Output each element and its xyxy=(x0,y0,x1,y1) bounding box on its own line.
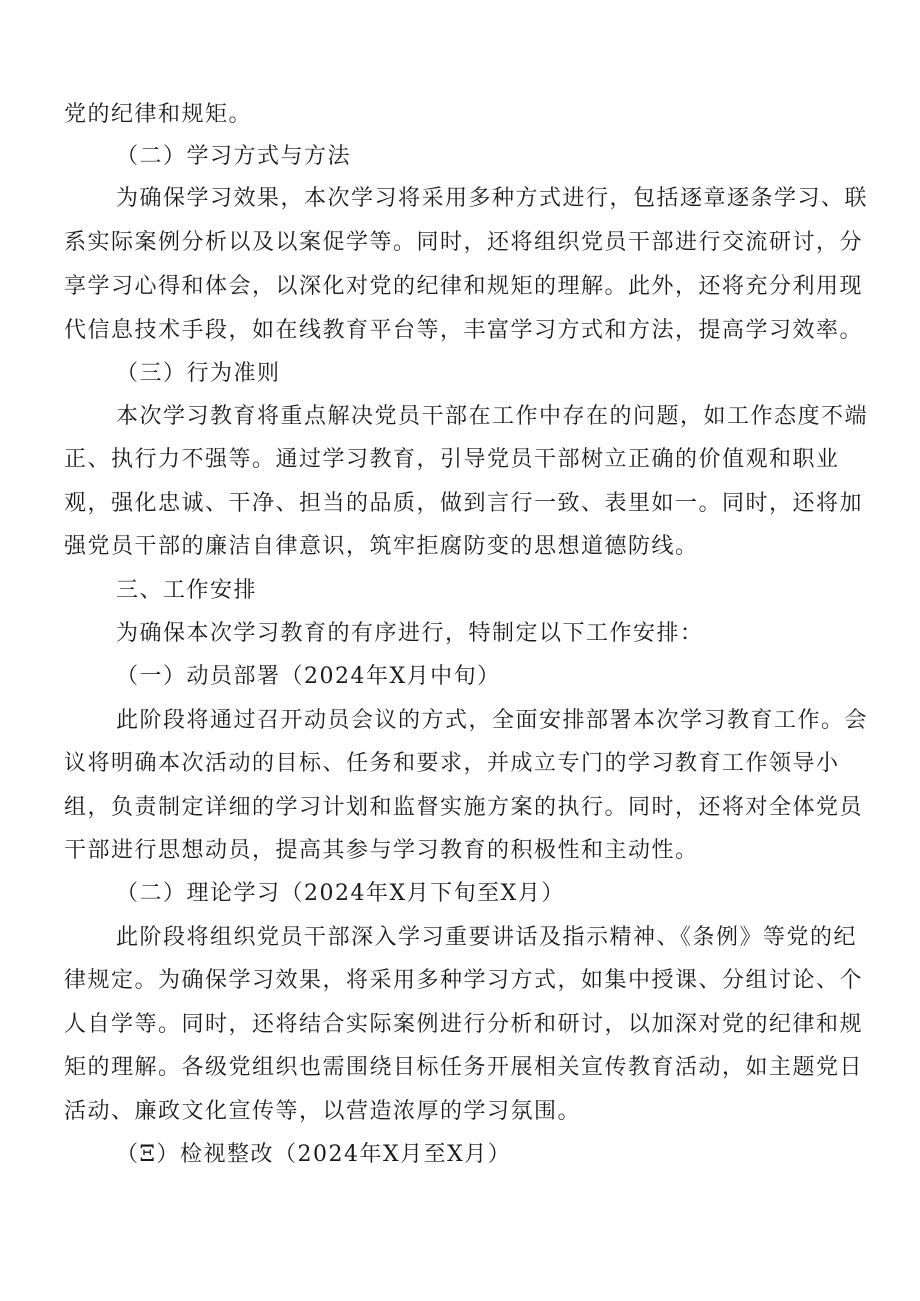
paragraph-line: 此阶段将通过召开动员会议的方式，全面安排部署本次学习教育工作。会 xyxy=(116,708,869,733)
paragraph-line: 系实际案例分析以及以案促学等。同时，还将组织党员干部进行交流研讨，分 xyxy=(64,230,864,255)
paragraph-line: 组，负责制定详细的学习计划和监督实施方案的执行。同时，还将对全体党员 xyxy=(64,795,864,820)
paragraph-line: 为确保本次学习教育的有序进行，特制定以下工作安排： xyxy=(116,621,704,646)
paragraph-line: 享学习心得和体会，以深化对党的纪律和规矩的理解。此外，还将充分利用现 xyxy=(64,274,864,299)
paragraph-line: 人自学等。同时，还将结合实际案例进行分析和研讨，以加深对党的纪律和规 xyxy=(64,1012,864,1037)
paragraph-line: 律规定。为确保学习效果，将采用多种学习方式，如集中授课、分组讨论、个 xyxy=(64,968,864,993)
section-heading: 三、工作安排 xyxy=(116,578,258,603)
section-heading: （三）行为准则 xyxy=(116,361,281,386)
paragraph-line: 干部进行思想动员，提高其参与学习教育的积极性和主动性。 xyxy=(64,838,699,863)
paragraph-line: 矩的理解。各级党组织也需围绕目标任务开展相关宣传教育活动，如主题党日 xyxy=(64,1055,864,1080)
paragraph-line: 强党员干部的廉洁自律意识，筑牢拒腐防变的思想道德防线。 xyxy=(64,534,699,559)
paragraph-line: 活动、廉政文化宣传等，以营造浓厚的学习氛围。 xyxy=(64,1099,582,1124)
paragraph-line: 代信息技术手段，如在线教育平台等，丰富学习方式和方法，提高学习效率。 xyxy=(64,318,864,343)
section-heading: （二）学习方式与方法 xyxy=(116,144,352,169)
section-heading: （Ξ）检视整改（2024年X月至X月） xyxy=(116,1142,512,1167)
section-heading: （二）理论学习（2024年X月下旬至X月） xyxy=(116,881,565,906)
section-heading: （一）动员部署（2024年X月中旬） xyxy=(116,664,501,689)
paragraph-line: 议将明确本次活动的目标、任务和要求，并成立专门的学习教育工作领导小 xyxy=(64,751,840,776)
paragraph-line: 为确保学习效果，本次学习将采用多种方式进行，包括逐章逐条学习、联 xyxy=(116,186,869,211)
paragraph-line: 观，强化忠诚、干净、担当的品质，做到言行一致、表里如一。同时，还将加 xyxy=(64,491,864,516)
paragraph-line: 党的纪律和规矩。 xyxy=(64,102,253,127)
paragraph-line: 正、执行力不强等。通过学习教育，引导党员干部树立正确的价值观和职业 xyxy=(64,447,840,472)
paragraph-line: 此阶段将组织党员干部深入学习重要讲话及指示精神、《条例》等党的纪 xyxy=(116,925,858,950)
paragraph-line: 本次学习教育将重点解决党员干部在工作中存在的问题，如工作态度不端 xyxy=(116,404,869,429)
